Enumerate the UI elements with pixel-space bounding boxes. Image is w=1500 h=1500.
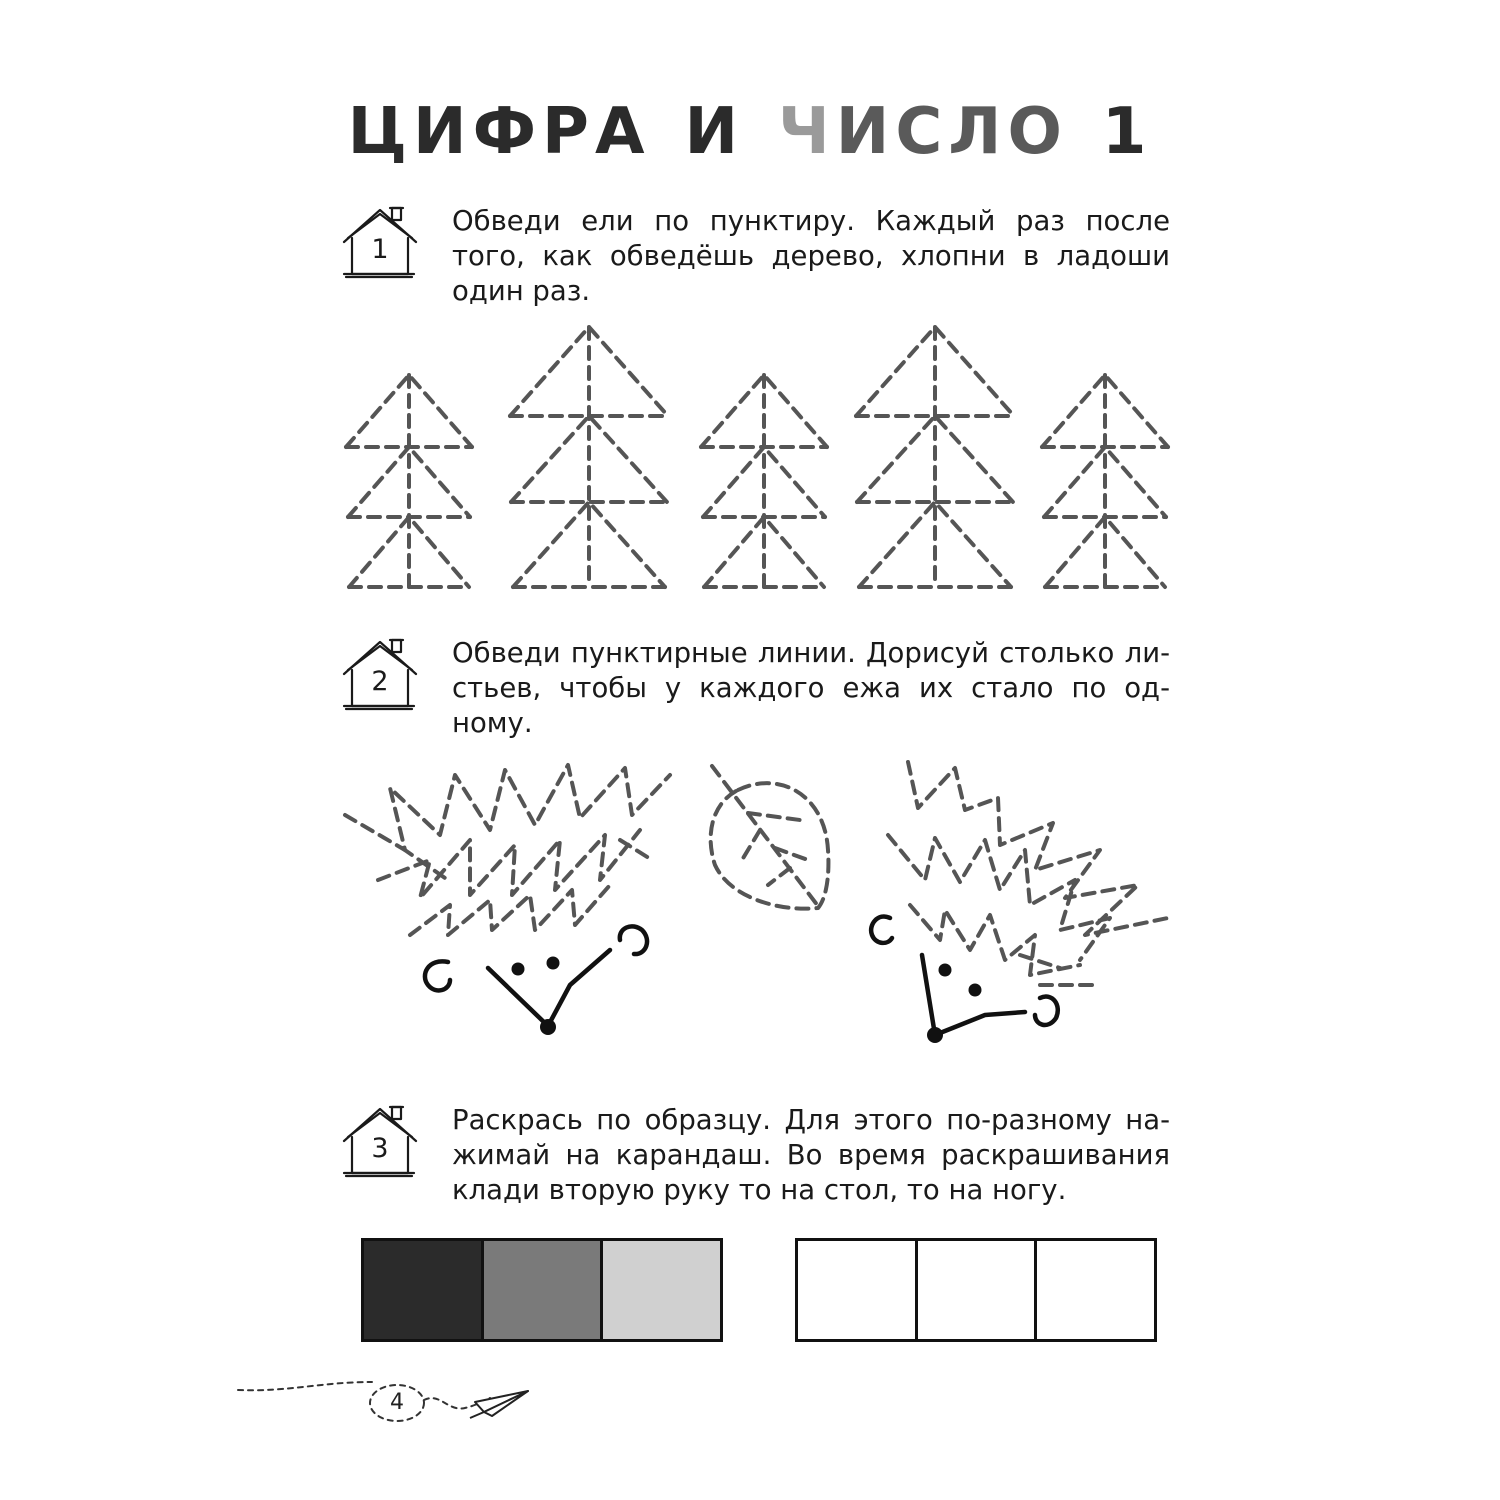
task-number: 3: [371, 1133, 389, 1164]
sample-box-dark: [361, 1238, 484, 1342]
dashed-fir-tree-icon: [1042, 375, 1168, 587]
task-instructions: [452, 1103, 1170, 1208]
instruction-line: ному.: [452, 707, 533, 739]
dashed-fir-tree-icon: [510, 327, 668, 587]
title-word-3-first-letter: Ч: [778, 95, 836, 169]
empty-box[interactable]: [795, 1238, 918, 1342]
task-number: 1: [371, 234, 389, 265]
instruction-line: Обведи ели по пунктиру. Каждый раз после: [452, 205, 1170, 237]
house-icon: [340, 636, 420, 712]
sample-color-boxes: [361, 1238, 723, 1342]
instruction-line: жимай на карандаш. Во время раскрашивания: [452, 1139, 1170, 1171]
instruction-line: клади вторую руку то на стол, то на ногу.: [452, 1174, 1067, 1206]
instruction-line: Обведи пунктирные линии. Дорисуй столько ли-: [452, 637, 1170, 669]
dashed-fir-tree-icon: [856, 327, 1014, 587]
empty-box[interactable]: [1034, 1238, 1157, 1342]
dashed-fir-tree-icon: [346, 375, 472, 587]
empty-box[interactable]: [915, 1238, 1038, 1342]
sample-box-medium: [481, 1238, 604, 1342]
title-number: 1: [1101, 95, 1153, 169]
page-number: 4: [390, 1390, 404, 1415]
instruction-line: стьев, чтобы у каждого ежа их стало по од-: [452, 672, 1170, 704]
dashed-hedgehog-icon: [345, 765, 670, 1035]
dashed-hedgehog-icon: [871, 762, 1168, 1043]
task-instructions: [452, 204, 1170, 309]
instruction-line: Раскрась по образцу. Для этого по-разному на-: [452, 1104, 1170, 1136]
title-word-3-rest: ИСЛО: [835, 95, 1068, 169]
instruction-line: того, как обведёшь дерево, хлопни в ладоши: [452, 240, 1170, 272]
title-word-2: И: [684, 95, 745, 169]
dashed-leaf-icon: [711, 766, 829, 909]
task-instructions: [452, 636, 1170, 741]
page-title: [0, 92, 1500, 172]
dashed-fir-tree-icon: [701, 375, 827, 587]
empty-color-boxes: [795, 1238, 1157, 1342]
house-icon: [340, 1103, 420, 1179]
house-icon: [340, 204, 420, 280]
task-number: 2: [371, 666, 389, 697]
sample-box-light: [600, 1238, 723, 1342]
paper-plane-icon: [470, 1391, 528, 1418]
title-word-1: ЦИФРА: [347, 95, 651, 169]
instruction-line: один раз.: [452, 275, 591, 307]
